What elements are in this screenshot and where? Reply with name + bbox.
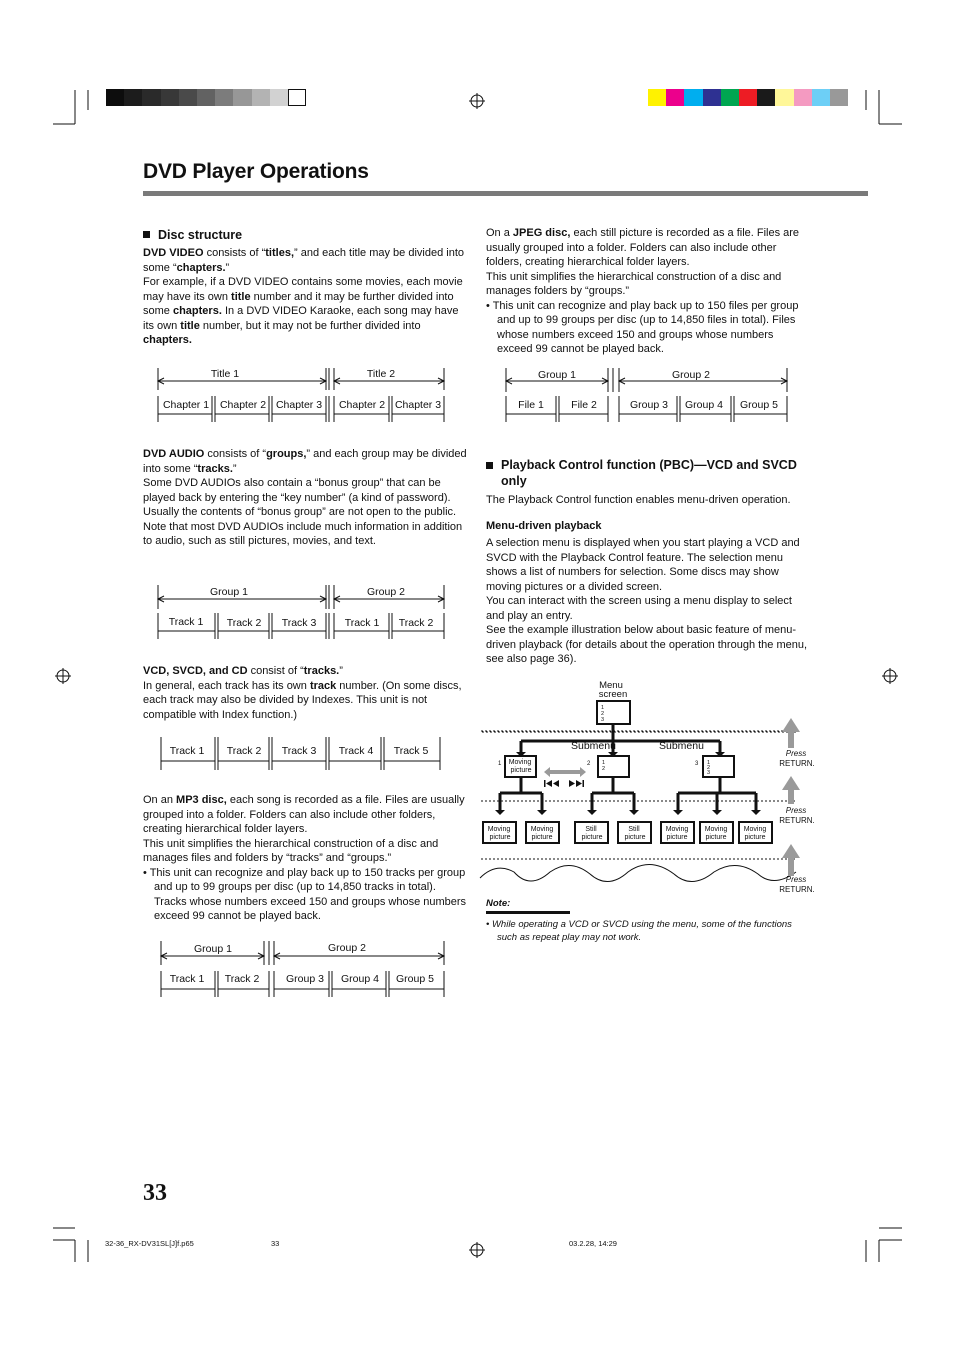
diagram-item-label: Track 2 <box>224 973 260 985</box>
mp3-paragraph: On an MP3 disc, each song is recorded as a file. Files are usually grouped into a folder. Folders can also include other folders, creating hierarchical folder layers. <box>143 794 465 835</box>
svg-text:Moving: Moving <box>743 826 767 833</box>
svg-text:1: 1 <box>602 760 606 766</box>
dvd-video-paragraph: DVD VIDEO consists of “titles,” and each title may be divided into some “chapters.” <box>143 247 464 274</box>
press-return-label: Press <box>785 749 807 758</box>
jpeg-construction-paragraph: This unit simplifies the hierarchical construction of a disc and manages folders by “groups.” <box>486 270 782 297</box>
submenu-label: Submenu <box>659 740 704 752</box>
diagram-item-label: Group 5 <box>740 399 778 411</box>
svg-text:Moving: Moving <box>704 826 728 833</box>
diagram-item-label: Track 2 <box>226 745 262 757</box>
svg-text:picture: picture <box>489 834 511 841</box>
diagram-group-label: Title 1 <box>210 368 240 380</box>
dvd-audio-note-paragraph: Note that most DVD AUDIOs include much information in addition to audio, such as still pictures, movies, and text. <box>143 520 463 547</box>
square-bullet-icon <box>486 462 493 469</box>
diagram-item-label: Track 3 <box>281 745 317 757</box>
dvd-audio-structure-diagram <box>150 579 450 641</box>
pbc-heading: Playback Control function (PBC)—VCD and SVCD only <box>501 458 797 488</box>
diagram-item-label: Track 2 <box>226 617 262 629</box>
mp3-section <box>143 793 469 924</box>
diagram-item-label: File 1 <box>518 399 544 411</box>
diagram-item-label: Track 1 <box>344 617 380 629</box>
note-rule <box>486 911 570 914</box>
svg-text:2: 2 <box>587 761 591 767</box>
menu-driven-paragraph: A selection menu is displayed when you start playing a VCD and SVCD with the Playback Control feature. The selection menu shows a list of numbers for selection. Some discs may show moving pictures or a divided screen. <box>486 537 800 593</box>
svg-text:2: 2 <box>602 766 606 772</box>
svg-text:2: 2 <box>601 711 605 717</box>
menu-interact-paragraph: You can interact with the screen using a menu display to select and play an entry. <box>486 595 792 622</box>
up-arrow-icon <box>782 718 800 876</box>
diagram-item-label: File 2 <box>571 399 597 411</box>
note-label: Note: <box>486 898 511 909</box>
svg-text:picture: picture <box>705 834 727 841</box>
footer-date: 03.2.28, 14:29 <box>569 1239 617 1248</box>
svg-text:3: 3 <box>707 770 711 776</box>
skip-next-icon <box>569 780 584 787</box>
disc-structure-heading: Disc structure <box>158 228 243 242</box>
svg-text:picture: picture <box>624 834 646 841</box>
diagram-group-label: Group 2 <box>328 942 366 954</box>
pbc-intro: The Playback Control function enables menu-driven operation. <box>486 494 791 506</box>
menu-example-paragraph: See the example illustration below about basic feature of menu-driven playback (for details about the operation through the menu, see also page 36). <box>486 624 808 665</box>
diagram-item-label: Chapter 1 <box>162 399 210 411</box>
diagram-group-label: Title 2 <box>366 368 396 380</box>
svg-text:3: 3 <box>601 717 605 723</box>
svg-text:picture: picture <box>510 767 532 774</box>
diagram-item-label: Group 3 <box>630 399 668 411</box>
vcd-paragraph: VCD, SVCD, and CD consist of “tracks.” <box>143 665 343 677</box>
diagram-item-label: Chapter 3 <box>394 399 442 411</box>
page-title: DVD Player Operations <box>143 160 369 183</box>
diagram-item-label: Track 3 <box>281 617 317 629</box>
vcd-track-diagram <box>150 736 450 772</box>
diagram-item-label: Group 4 <box>341 973 379 985</box>
svg-text:2: 2 <box>707 765 711 771</box>
svg-text:Still: Still <box>628 826 640 833</box>
menu-driven-heading: Menu-driven playback <box>486 519 602 532</box>
square-bullet-icon <box>143 231 150 238</box>
dvd-audio-paragraph: DVD AUDIO consists of “groups,” and each group may be divided into some “tracks.” <box>143 448 467 475</box>
svg-text:3: 3 <box>695 761 699 767</box>
svg-text:picture: picture <box>581 834 603 841</box>
svg-text:Moving: Moving <box>530 826 554 833</box>
bonus-group-paragraph: Some DVD AUDIOs also contain a “bonus group” that can be played back by entering the “key number” (a kind of password). Usually the contents of “bonus group” are not open to the public. <box>143 477 457 518</box>
svg-text:Moving: Moving <box>508 759 532 766</box>
menu-screen-label: Menu <box>599 680 623 691</box>
diagram-group-label: Group 1 <box>194 943 232 955</box>
diagram-group-label: Group 1 <box>538 369 576 381</box>
diagram-item-label: Track 1 <box>168 616 204 628</box>
mp3-structure-diagram <box>150 935 450 999</box>
diagram-group-label: Group 1 <box>210 586 248 598</box>
dvd-video-structure-diagram <box>150 362 450 424</box>
submenu-label: Submenu <box>571 740 616 752</box>
svg-text:picture: picture <box>744 834 766 841</box>
svg-text:Moving: Moving <box>487 826 511 833</box>
diagram-item-label: Group 4 <box>685 399 723 411</box>
diagram-item-label: Chapter 2 <box>338 399 386 411</box>
note-box <box>486 897 806 944</box>
jpeg-section <box>486 226 811 357</box>
menu-screen-label: screen <box>598 689 628 700</box>
svg-text:Moving: Moving <box>665 826 689 833</box>
diagram-item-label: Group 3 <box>286 973 324 985</box>
dvd-audio-section <box>143 447 469 549</box>
diagram-item-label: Chapter 3 <box>275 399 323 411</box>
svg-text:picture: picture <box>666 834 688 841</box>
title-rule <box>143 191 868 196</box>
diagram-item-label: Track 5 <box>393 745 429 757</box>
jpeg-paragraph: On a JPEG disc, each still picture is recorded as a file. Files are usually grouped into a folder. Folders can also include other folders, creating hierarchical folder layers. <box>486 227 800 268</box>
diagram-group-label: Group 2 <box>367 586 405 598</box>
press-return-label: Press <box>785 875 807 884</box>
press-return-label: RETURN. <box>779 816 815 825</box>
page-number: 33 <box>143 1180 167 1206</box>
diagram-item-label: Track 2 <box>398 617 434 629</box>
svg-text:1: 1 <box>707 760 711 766</box>
svg-text:1: 1 <box>601 705 605 711</box>
skip-previous-icon <box>544 780 559 787</box>
note-text: • While operating a VCD or SVCD using the menu, some of the functions such as repeat play may not work. <box>486 919 792 943</box>
diagram-item-label: Track 4 <box>338 745 374 757</box>
jpeg-structure-diagram <box>500 362 800 424</box>
mp3-limits-bullet: • This unit can recognize and play back up to 150 tracks per group and up to 99 groups per disc (up to 14,850 tracks in total). Tracks whose numbers exceed 150 and groups whose numbers exceed 99 cannot be played back. <box>143 866 467 922</box>
press-return-label: Press <box>785 806 807 815</box>
diagram-item-label: Track 1 <box>169 745 205 757</box>
footer-filename: 32-36_RX-DV31SL[J]f.p65 <box>105 1239 194 1248</box>
diagram-item-label: Chapter 2 <box>219 399 267 411</box>
svg-text:1: 1 <box>498 761 502 767</box>
vcd-section <box>143 664 469 722</box>
jpeg-limits-bullet: • This unit can recognize and play back up to 150 files per group and up to 99 groups per disc (up to 14,850 files in total). Files whose numbers exceed 150 and groups whose numbers exceed 99 cannot be played back. <box>486 299 799 355</box>
pbc-section <box>486 457 811 667</box>
svg-text:Still: Still <box>585 826 597 833</box>
diagram-item-label: Track 1 <box>169 973 205 985</box>
diagram-item-label: Group 5 <box>396 973 434 985</box>
svg-text:picture: picture <box>531 834 553 841</box>
press-return-label: RETURN. <box>779 759 815 768</box>
mp3-construction-paragraph: This unit simplifies the hierarchical construction of a disc and manages files and folders by “tracks” and “groups.” <box>143 837 439 864</box>
disc-structure-section <box>143 227 469 348</box>
dvd-video-example-paragraph: For example, if a DVD VIDEO contains some movies, each movie may have its own title number and it may be further divided into some chapters. In a DVD VIDEO Karaoke, each song may have its own title number, but it may not be further divided into chapters. <box>143 276 463 346</box>
diagram-group-label: Group 2 <box>672 369 710 381</box>
track-number-paragraph: In general, each track has its own track number. (On some discs, each track may also be divided by Indexes. This unit is not compatible with Index function.) <box>143 679 462 721</box>
footer-page: 33 <box>271 1239 280 1248</box>
press-return-label: RETURN. <box>779 885 815 894</box>
pbc-menu-diagram <box>478 676 823 898</box>
